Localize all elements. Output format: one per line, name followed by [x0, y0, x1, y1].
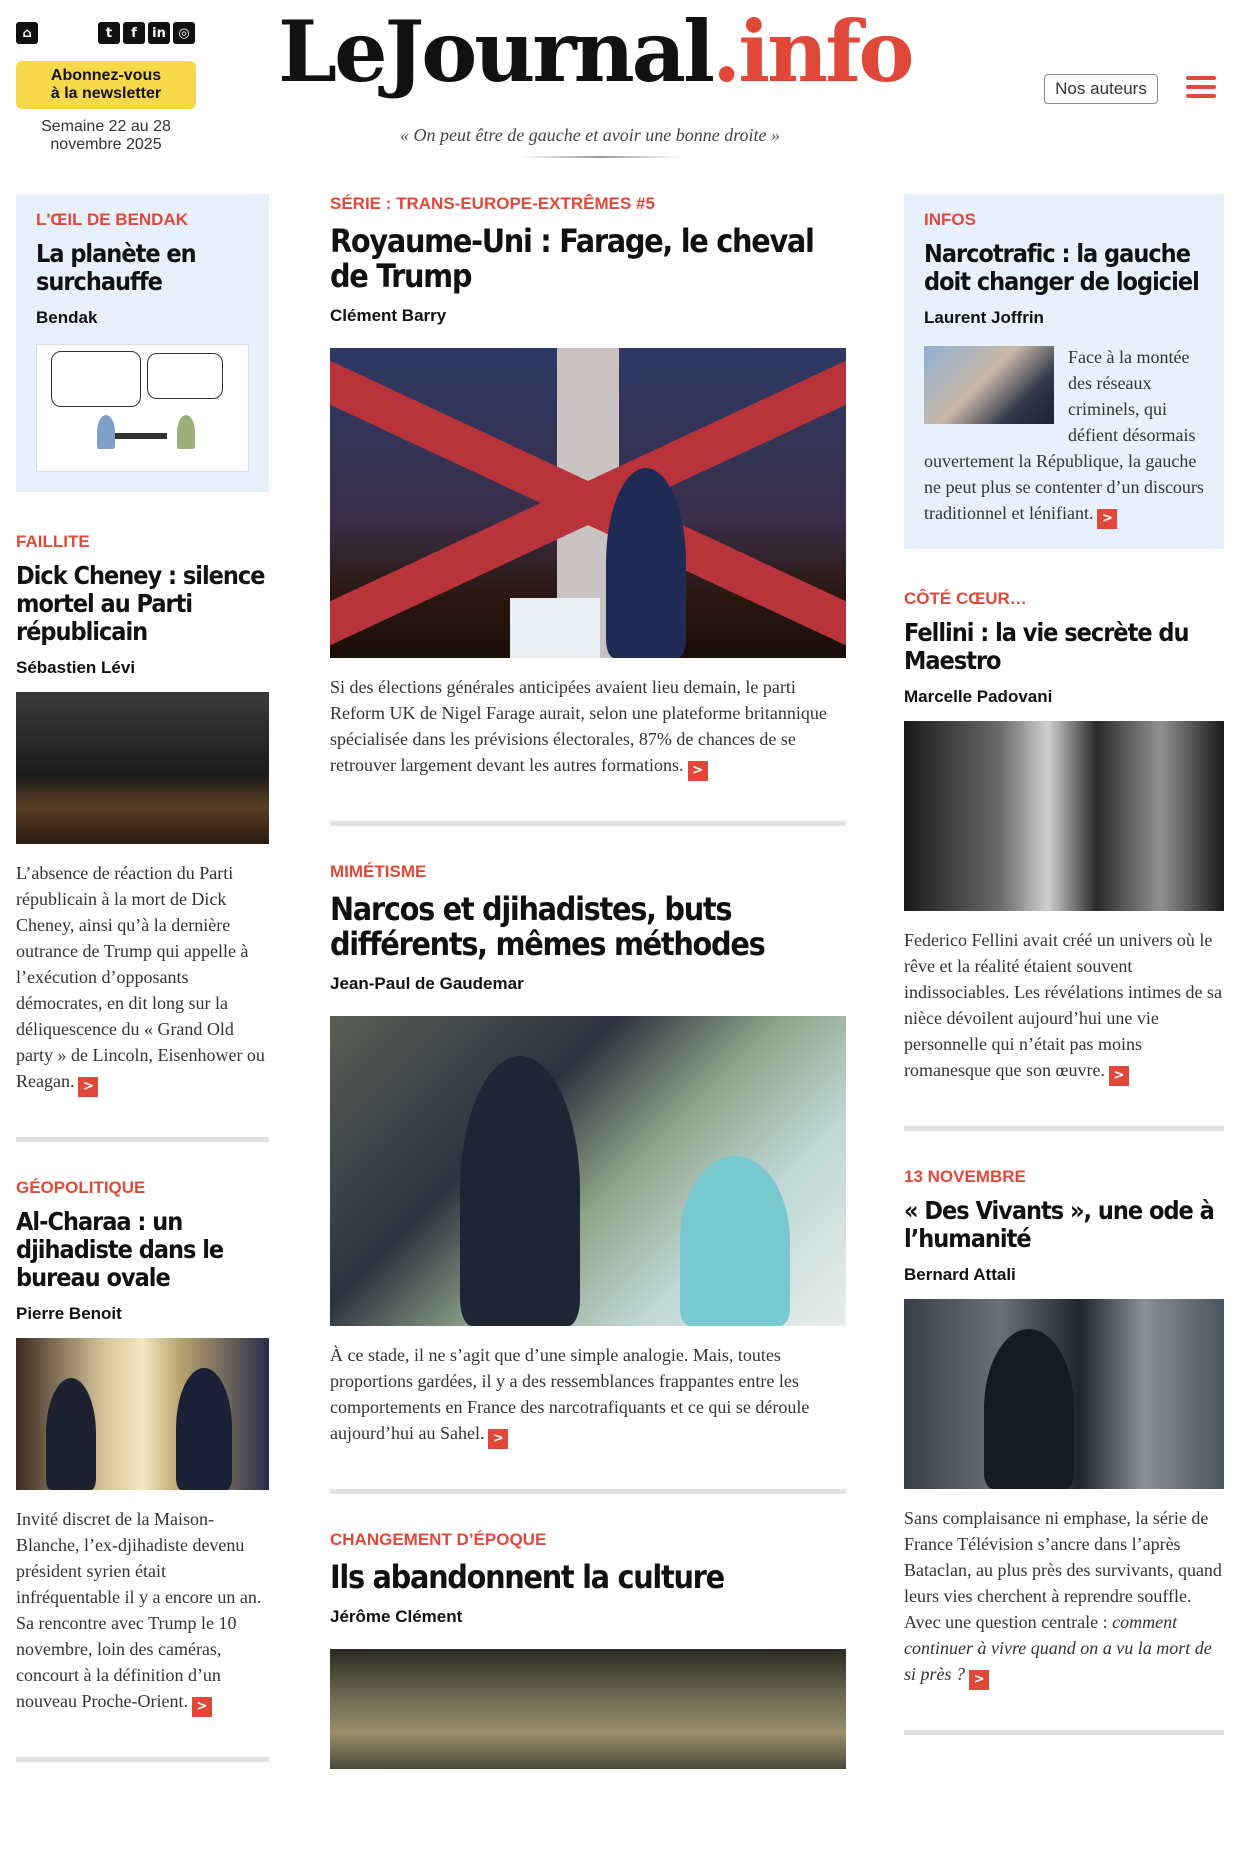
menu-icon[interactable]	[1186, 76, 1216, 100]
chevron-right-icon[interactable]: >	[192, 1697, 212, 1717]
article-excerpt: Invité discret de la Maison-Blanche, l’ex-djihadiste devenu président syrien était infréquentable il y a encore un an. Sa rencontre avec Trump le 10 novembre, loin des caméras, concourt à la définition d’un nouveau Proche-Orient. >	[16, 1506, 269, 1717]
chevron-right-icon[interactable]: >	[78, 1077, 98, 1097]
article-image[interactable]	[904, 1299, 1224, 1489]
article-kicker[interactable]: L'ŒIL DE BENDAK	[36, 210, 189, 229]
article-card[interactable]	[16, 1178, 269, 1717]
week-label: Semaine 22 au 28 novembre 2025	[41, 118, 171, 153]
article-author[interactable]: Marcelle Padovani	[904, 687, 1053, 706]
article-author[interactable]: Sébastien Lévi	[16, 658, 136, 677]
article-author[interactable]: Clément Barry	[330, 306, 447, 325]
article-card[interactable]	[330, 862, 846, 1449]
article-excerpt: Federico Fellini avait créé un univers où le rêve et la réalité étaient souvent indissociables. Les révélations intimes de sa nièce dévoilent aujourd’hui une vie personnelle qui n’était pas moins romanesque que son œuvre. >	[904, 927, 1224, 1086]
article-author[interactable]: Bendak	[36, 308, 98, 327]
cartoon-image[interactable]	[36, 344, 249, 472]
tagline-divider	[520, 156, 680, 158]
article-image[interactable]	[330, 1016, 846, 1326]
article-kicker[interactable]: INFOS	[924, 210, 976, 229]
article-image[interactable]	[904, 721, 1224, 911]
article-excerpt: Sans complaisance ni emphase, la série de France Télévision s’ancre dans l’après Bataclan, au plus près des survivants, quand leurs vies cherchent à reprendre souffle. Avec une question centrale : comment continuer à vivre quand on a vu la mort de si près ? >	[904, 1505, 1224, 1690]
twitter-icon[interactable]: t	[98, 22, 120, 44]
article-image[interactable]	[16, 1338, 269, 1490]
instagram-icon[interactable]: ◎	[173, 22, 195, 44]
article-divider	[330, 821, 846, 826]
article-divider	[904, 1730, 1224, 1735]
article-title[interactable]: Narcos et djihadistes, buts différents, mêmes méthodes	[330, 890, 765, 963]
article-card[interactable]	[16, 532, 269, 1097]
article-title[interactable]: Narcotrafic : la gauche doit changer de logiciel	[924, 239, 1199, 296]
home-icon[interactable]: ⌂	[16, 22, 38, 44]
article-divider	[330, 1489, 846, 1494]
article-kicker[interactable]: SÉRIE : TRANS-EUROPE-EXTRÊMES #5	[330, 194, 655, 213]
article-card[interactable]	[330, 1530, 846, 1769]
article-author[interactable]: Pierre Benoit	[16, 1304, 122, 1323]
left-column	[16, 194, 269, 1798]
article-title[interactable]: Dick Cheney : silence mortel au Parti républicain	[16, 561, 265, 646]
article-title[interactable]: Al-Charaa : un djihadiste dans le bureau ovale	[16, 1207, 224, 1292]
article-kicker[interactable]: CÔTÉ CŒUR…	[904, 589, 1027, 608]
article-title[interactable]: Ils abandonnent la culture	[330, 1558, 724, 1596]
article-card[interactable]	[904, 589, 1224, 1086]
article-kicker[interactable]: FAILLITE	[16, 532, 90, 551]
article-kicker[interactable]: MIMÉTISME	[330, 862, 427, 881]
right-column	[904, 194, 1224, 1771]
tagline: « On peut être de gauche et avoir une bonne droite »	[399, 125, 781, 145]
article-kicker[interactable]: CHANGEMENT D’ÉPOQUE	[330, 1530, 547, 1549]
article-image[interactable]	[330, 348, 846, 658]
logo-text-accent: .info	[712, 2, 912, 101]
article-author[interactable]: Jérôme Clément	[330, 1607, 463, 1626]
site-header	[0, 0, 1240, 170]
article-kicker[interactable]: 13 NOVEMBRE	[904, 1167, 1026, 1186]
article-title[interactable]: Royaume-Uni : Farage, le cheval de Trump	[330, 222, 814, 295]
chevron-right-icon[interactable]: >	[1097, 509, 1117, 529]
article-excerpt: Si des élections générales anticipées avaient lieu demain, le parti Reform UK de Nigel Farage aurait, selon une plateforme britannique spécialisée dans les prévisions électorales, 87% de chances de se retrouver largement devant les autres formations. >	[330, 674, 846, 781]
logo-text-main: LeJournal	[278, 2, 713, 101]
article-excerpt: À ce stade, il ne s’agit que d’une simple analogie. Mais, toutes proportions gardées, il y a des ressemblances frappantes entre les comportements en France des narcotrafiquants et ce qui se déroule aujourd’hui au Sahel. >	[330, 1342, 846, 1449]
facebook-icon[interactable]: f	[123, 22, 145, 44]
linkedin-icon[interactable]: in	[148, 22, 170, 44]
infos-box[interactable]	[904, 194, 1224, 549]
article-card[interactable]	[330, 194, 846, 781]
article-author[interactable]: Bernard Attali	[904, 1265, 1016, 1284]
article-image[interactable]	[16, 692, 269, 844]
article-divider	[904, 1126, 1224, 1131]
cartoon-box[interactable]	[16, 194, 269, 492]
chevron-right-icon[interactable]: >	[969, 1670, 989, 1690]
newsletter-button[interactable]: Abonnez-vous à la newsletter	[16, 61, 196, 109]
middle-column	[330, 194, 846, 1769]
authors-button[interactable]: Nos auteurs	[1044, 74, 1158, 104]
author-photo[interactable]	[924, 346, 1054, 424]
chevron-right-icon[interactable]: >	[688, 761, 708, 781]
chevron-right-icon[interactable]: >	[488, 1429, 508, 1449]
article-card[interactable]	[904, 1167, 1224, 1690]
article-title[interactable]: « Des Vivants », une ode à l’humanité	[904, 1196, 1214, 1253]
social-links	[16, 22, 198, 44]
article-excerpt: Face à la montée des réseaux criminels, qui défient désormais ouvertement la République, la gauche ne peut plus se contenter d’un discours traditionnel et lénifiant. >	[924, 344, 1204, 529]
article-title[interactable]: Fellini : la vie secrète du Maestro	[904, 618, 1189, 675]
article-author[interactable]: Jean-Paul de Gaudemar	[330, 974, 524, 993]
article-kicker[interactable]: GÉOPOLITIQUE	[16, 1178, 146, 1197]
article-image[interactable]	[330, 1649, 846, 1769]
chevron-right-icon[interactable]: >	[1109, 1066, 1129, 1086]
article-excerpt: L’absence de réaction du Parti républicain à la mort de Dick Cheney, ainsi qu’à la dernière outrance de Trump qui appelle à l’exécution d’opposants démocrates, en dit long sur la déliquescence du « Grand Old party » de Lincoln, Eisenhower ou Reagan. >	[16, 860, 269, 1097]
article-divider	[16, 1137, 269, 1142]
site-logo[interactable]	[278, 2, 911, 102]
article-title[interactable]: La planète en surchauffe	[36, 239, 196, 296]
article-divider	[16, 1757, 269, 1762]
article-author[interactable]: Laurent Joffrin	[924, 308, 1044, 327]
